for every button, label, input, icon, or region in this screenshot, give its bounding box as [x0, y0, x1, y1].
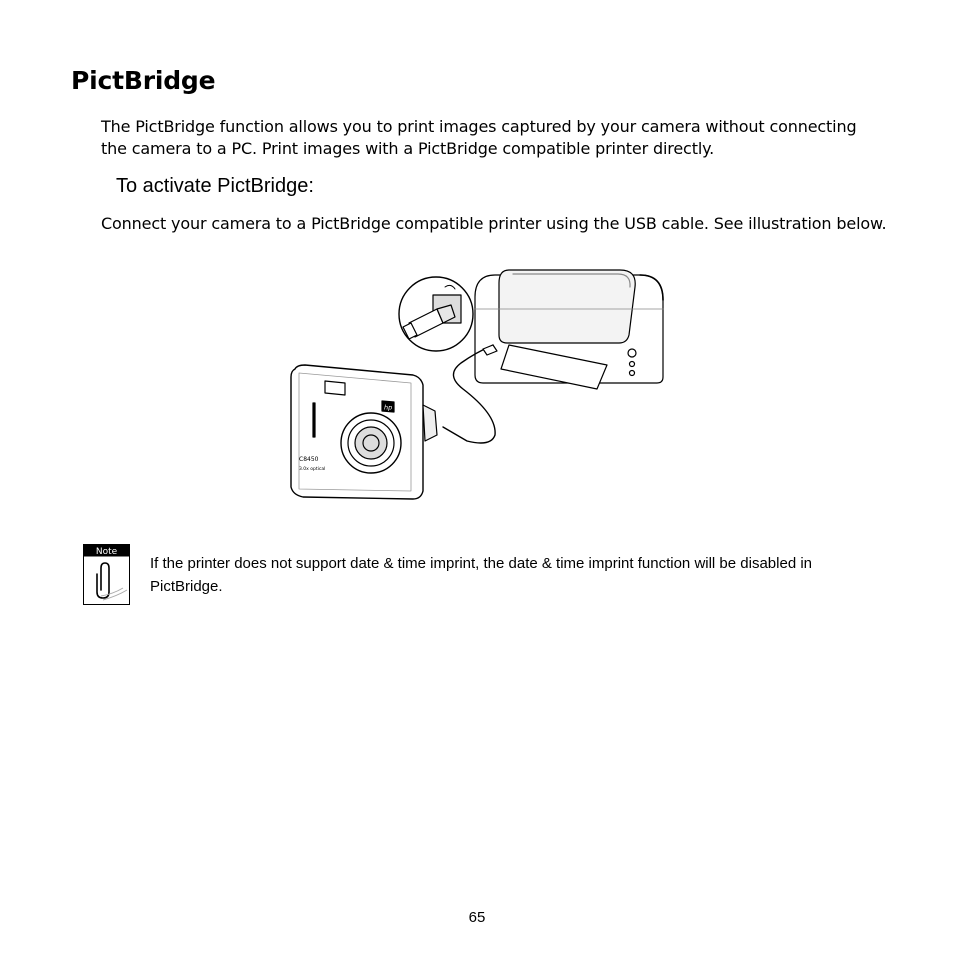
camera-illustration: [291, 365, 437, 499]
camera-caption-label: 3.0x optical: [299, 467, 326, 472]
note-icon: [83, 544, 131, 606]
intro-paragraph: The PictBridge function allows you to print images captured by your camera without connecting the camera to a PC. Print images with a PictBridge compatible printer directly.: [101, 117, 857, 158]
note-text: If the printer does not support date & time imprint, the date & time imprint function will be disabled in PictBridge.: [150, 555, 813, 595]
instruction-paragraph: Connect your camera to a PictBridge compatible printer using the USB cable. See illustration below.: [101, 214, 887, 233]
page-number: 65: [468, 909, 486, 926]
camera-model-label: C8450: [299, 456, 319, 463]
usb-port-inset: [399, 277, 473, 351]
section-heading: To activate PictBridge:: [116, 175, 314, 197]
camera-brand-mark: hp: [384, 403, 393, 412]
camera-printer-illustration: [285, 265, 670, 505]
page-title: PictBridge: [71, 66, 216, 95]
note-label: Note: [95, 547, 118, 557]
printer-illustration: [475, 270, 663, 389]
